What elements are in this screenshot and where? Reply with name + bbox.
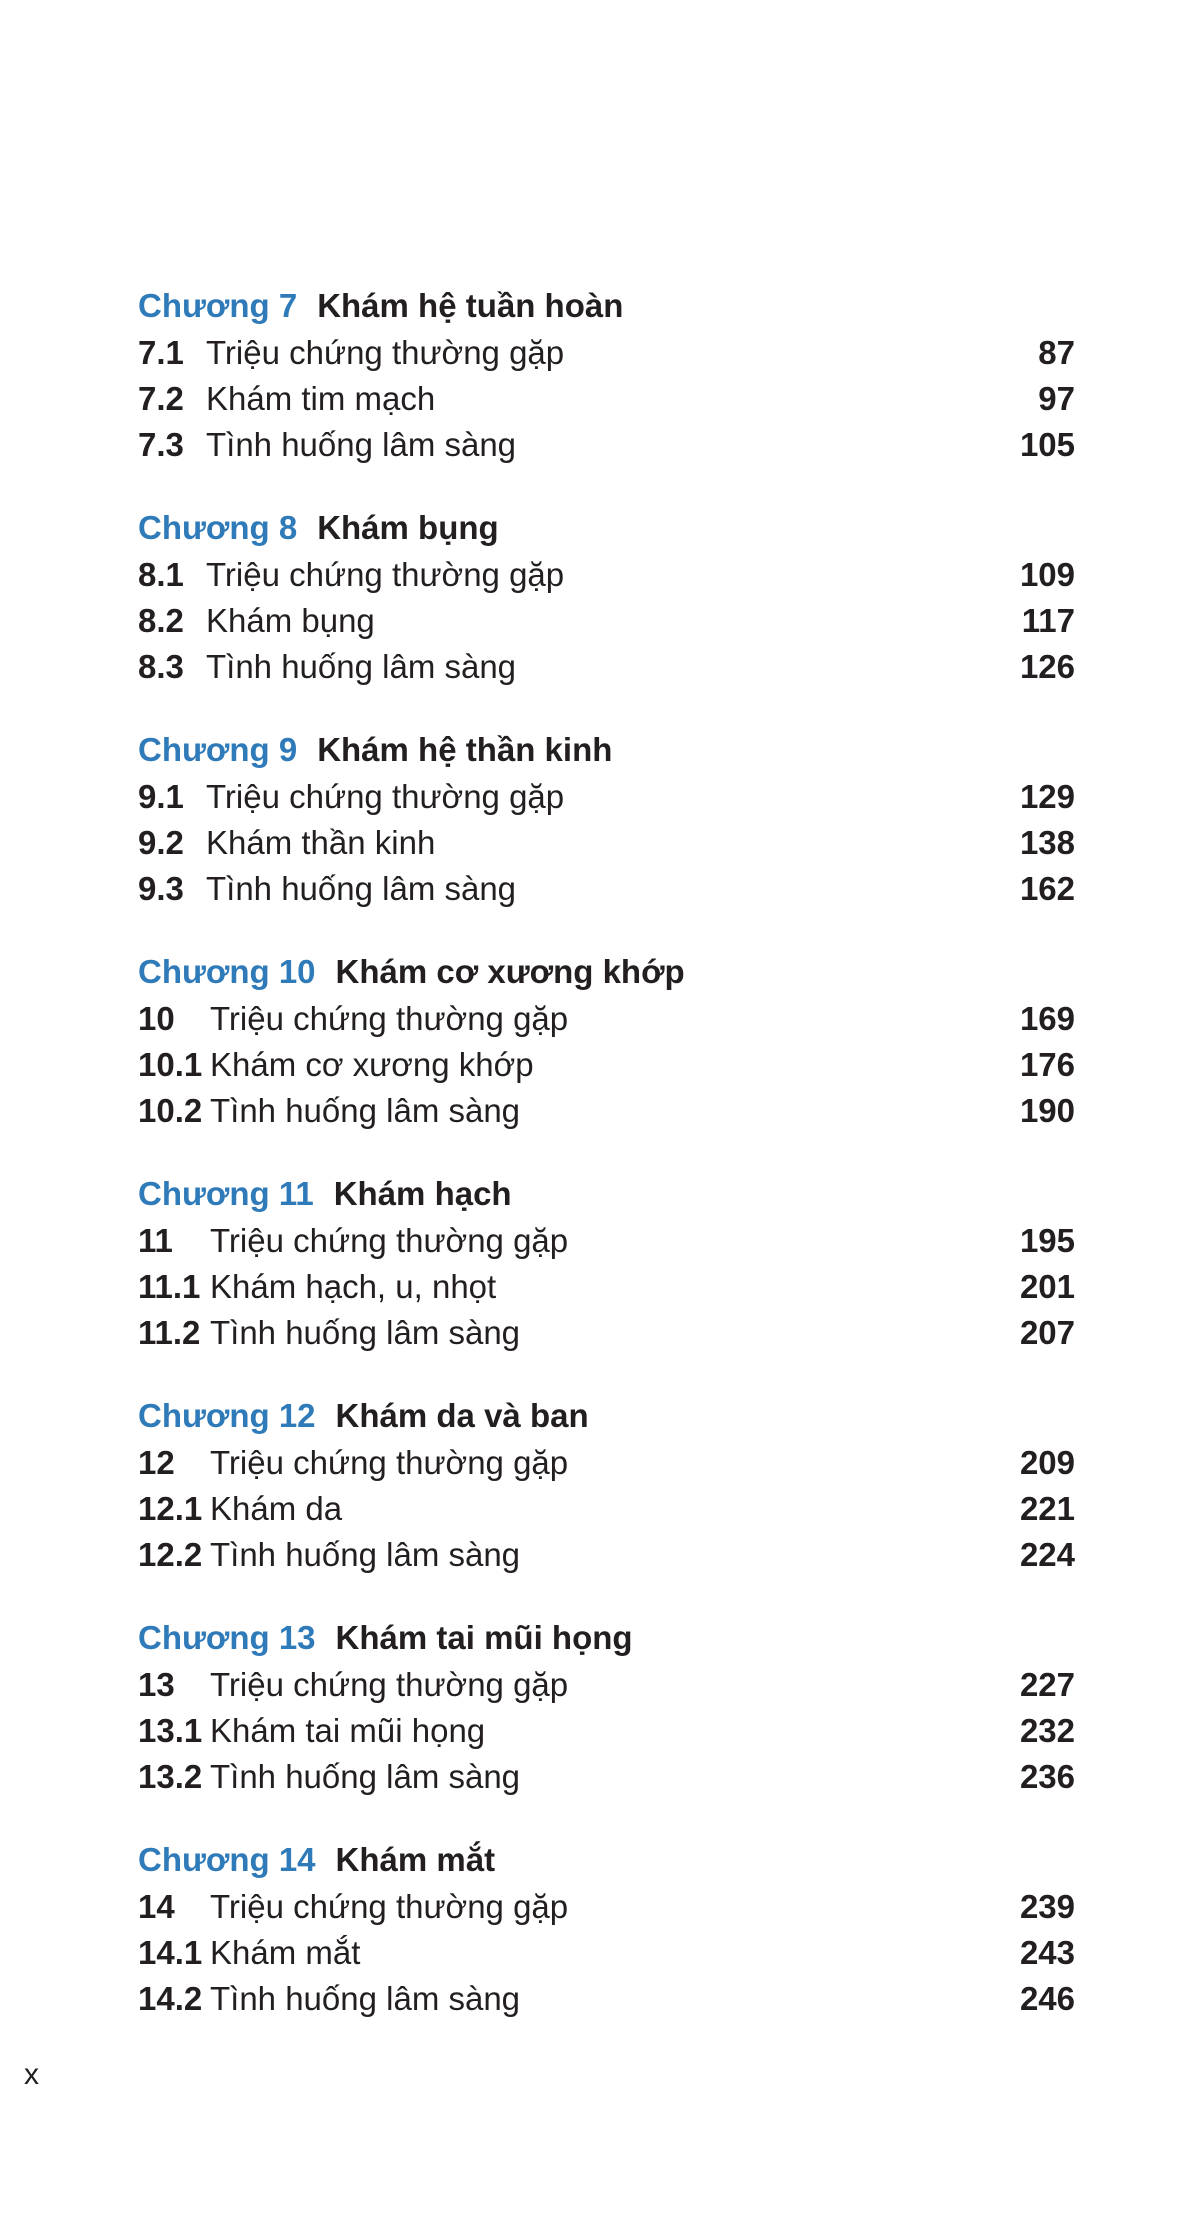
entry-number: 8.2 <box>138 602 184 639</box>
entry-title: Khám tai mũi họng <box>210 1712 486 1749</box>
entry-number: 9.2 <box>138 824 184 861</box>
entry-page-number: 129 <box>1019 778 1075 815</box>
chapter-title: Khám hệ thần kinh <box>317 731 613 768</box>
entry-title: Triệu chứng thường gặp <box>210 1000 569 1037</box>
toc-entry[interactable] <box>138 1930 1075 1976</box>
entry-number: 13.1 <box>138 1712 203 1749</box>
entry-title: Triệu chứng thường gặp <box>210 1888 569 1925</box>
entry-page-number: 227 <box>1019 1666 1075 1703</box>
entry-number: 9.3 <box>138 870 184 907</box>
entry-page-number: 117 <box>1021 602 1075 639</box>
entry-number: 7.1 <box>138 334 184 371</box>
chapter-section <box>138 282 1075 468</box>
entry-title: Triệu chứng thường gặp <box>206 778 565 815</box>
toc-entry[interactable] <box>138 598 1075 644</box>
entry-page-number: 87 <box>1038 334 1075 371</box>
chapter-title: Khám tai mũi họng <box>335 1619 633 1656</box>
entry-number: 10.1 <box>138 1046 203 1083</box>
entry-number: 9.1 <box>138 778 184 815</box>
entry-title: Tình huống lâm sàng <box>210 1314 521 1351</box>
chapter-section <box>138 726 1075 912</box>
toc-entry[interactable] <box>138 1486 1075 1532</box>
chapter-heading[interactable] <box>138 948 1075 996</box>
chapter-section <box>138 1170 1075 1356</box>
entry-number: 8.3 <box>138 648 184 685</box>
chapter-label: Chương 14 <box>138 1841 316 1878</box>
entry-page-number: 138 <box>1019 824 1075 861</box>
entry-number: 12.1 <box>138 1490 203 1527</box>
chapter-label: Chương 13 <box>138 1619 316 1656</box>
entry-number: 11 <box>138 1222 173 1259</box>
entry-page-number: 176 <box>1019 1046 1075 1083</box>
chapter-label: Chương 10 <box>138 953 316 990</box>
entry-page-number: 239 <box>1019 1888 1075 1925</box>
entry-title: Triệu chứng thường gặp <box>210 1666 569 1703</box>
chapter-heading[interactable] <box>138 726 1075 774</box>
entry-title: Triệu chứng thường gặp <box>210 1444 569 1481</box>
toc-entry[interactable] <box>138 1532 1075 1578</box>
chapter-title: Khám cơ xương khớp <box>335 953 685 990</box>
toc-entry[interactable] <box>138 1264 1075 1310</box>
entry-number: 13 <box>138 1666 175 1703</box>
toc-entry[interactable] <box>138 1708 1075 1754</box>
entry-number: 13.2 <box>138 1758 203 1795</box>
chapter-heading[interactable] <box>138 282 1075 330</box>
entry-page-number: 109 <box>1019 556 1075 593</box>
chapter-label: Chương 12 <box>138 1397 316 1434</box>
chapter-label: Chương 9 <box>138 731 298 768</box>
page-number: x <box>24 2058 39 2091</box>
toc-entry[interactable] <box>138 774 1075 820</box>
entry-page-number: 232 <box>1019 1712 1075 1749</box>
entry-page-number: 221 <box>1019 1490 1075 1527</box>
entry-title: Tình huống lâm sàng <box>210 1980 521 2017</box>
toc-entry[interactable] <box>138 422 1075 468</box>
toc-entry[interactable] <box>138 996 1075 1042</box>
entry-title: Khám hạch, u, nhọt <box>210 1268 497 1305</box>
chapter-title: Khám bụng <box>317 509 499 546</box>
toc-entry[interactable] <box>138 1884 1075 1930</box>
toc-entry[interactable] <box>138 330 1075 376</box>
entry-title: Tình huống lâm sàng <box>210 1536 521 1573</box>
entry-page-number: 190 <box>1019 1092 1075 1129</box>
toc-entry[interactable] <box>138 1088 1075 1134</box>
entry-title: Khám bụng <box>206 602 375 639</box>
entry-page-number: 246 <box>1019 1980 1075 2017</box>
entry-number: 7.2 <box>138 380 184 417</box>
entry-page-number: 243 <box>1019 1934 1075 1971</box>
entry-number: 7.3 <box>138 426 184 463</box>
entry-page-number: 236 <box>1019 1758 1075 1795</box>
toc-entry[interactable] <box>138 552 1075 598</box>
chapter-section <box>138 1614 1075 1800</box>
chapter-heading[interactable] <box>138 1392 1075 1440</box>
entry-number: 11.1 <box>138 1268 201 1305</box>
chapter-title: Khám da và ban <box>335 1397 589 1434</box>
entry-title: Khám tim mạch <box>206 380 436 417</box>
entry-page-number: 105 <box>1019 426 1075 463</box>
chapter-section <box>138 1836 1075 2022</box>
entry-page-number: 209 <box>1019 1444 1075 1481</box>
entry-title: Tình huống lâm sàng <box>206 426 517 463</box>
entry-title: Tình huống lâm sàng <box>210 1092 521 1129</box>
chapter-label: Chương 7 <box>138 287 298 324</box>
toc-entry[interactable] <box>138 644 1075 690</box>
entry-number: 14.2 <box>138 1980 203 2017</box>
chapter-heading[interactable] <box>138 1836 1075 1884</box>
toc-entry[interactable] <box>138 1662 1075 1708</box>
chapter-section <box>138 1392 1075 1578</box>
toc-entry[interactable] <box>138 1440 1075 1486</box>
entry-page-number: 224 <box>1019 1536 1075 1573</box>
entry-number: 10 <box>138 1000 175 1037</box>
entry-title: Khám thần kinh <box>206 824 436 861</box>
entry-page-number: 97 <box>1038 380 1075 417</box>
entry-number: 14 <box>138 1888 175 1925</box>
chapter-title: Khám hệ tuần hoàn <box>317 287 624 324</box>
toc-entry[interactable] <box>138 1218 1075 1264</box>
table-of-contents <box>138 282 1075 2058</box>
toc-entry[interactable] <box>138 1310 1075 1356</box>
toc-entry[interactable] <box>138 1976 1075 2022</box>
entry-page-number: 162 <box>1019 870 1075 907</box>
chapter-heading[interactable] <box>138 1170 1075 1218</box>
entry-title: Khám mắt <box>210 1934 361 1971</box>
entry-title: Tình huống lâm sàng <box>206 648 517 685</box>
toc-entry[interactable] <box>138 866 1075 912</box>
entry-title: Tình huống lâm sàng <box>206 870 517 907</box>
chapter-label: Chương 8 <box>138 509 298 546</box>
entry-number: 11.2 <box>138 1314 201 1351</box>
entry-number: 8.1 <box>138 556 184 593</box>
entry-title: Khám cơ xương khớp <box>210 1046 534 1083</box>
entry-title: Triệu chứng thường gặp <box>206 334 565 371</box>
toc-entry[interactable] <box>138 1042 1075 1088</box>
entry-number: 12 <box>138 1444 175 1481</box>
chapter-heading[interactable] <box>138 504 1075 552</box>
entry-title: Triệu chứng thường gặp <box>206 556 565 593</box>
entry-title: Tình huống lâm sàng <box>210 1758 521 1795</box>
entry-number: 10.2 <box>138 1092 203 1129</box>
entry-page-number: 201 <box>1019 1268 1075 1305</box>
chapter-section <box>138 948 1075 1134</box>
entry-page-number: 126 <box>1019 648 1075 685</box>
entry-page-number: 169 <box>1019 1000 1075 1037</box>
entry-title: Khám da <box>210 1490 343 1527</box>
entry-page-number: 207 <box>1019 1314 1075 1351</box>
toc-entry[interactable] <box>138 376 1075 422</box>
entry-page-number: 195 <box>1019 1222 1075 1259</box>
chapter-heading[interactable] <box>138 1614 1075 1662</box>
entry-number: 12.2 <box>138 1536 203 1573</box>
chapter-label: Chương 11 <box>138 1175 314 1212</box>
entry-number: 14.1 <box>138 1934 203 1971</box>
toc-entry[interactable] <box>138 1754 1075 1800</box>
toc-entry[interactable] <box>138 820 1075 866</box>
chapter-title: Khám hạch <box>333 1175 512 1212</box>
entry-title: Triệu chứng thường gặp <box>210 1222 569 1259</box>
chapter-title: Khám mắt <box>335 1841 496 1878</box>
chapter-section <box>138 504 1075 690</box>
